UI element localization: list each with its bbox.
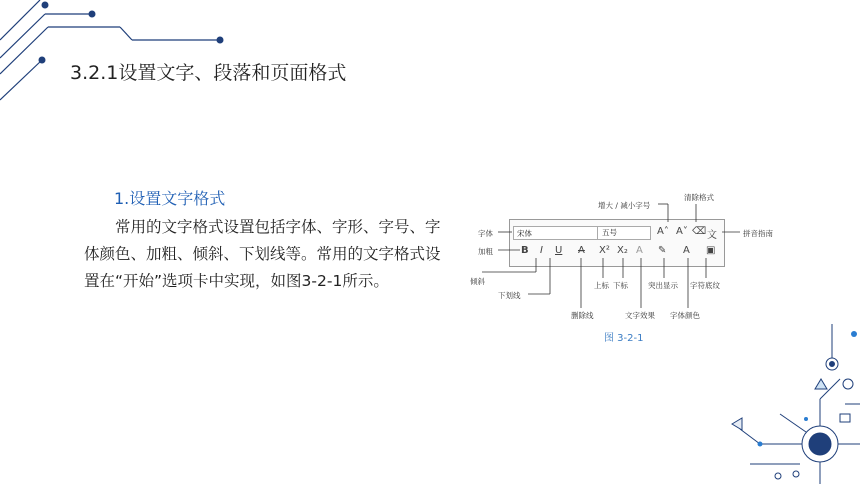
label-text-effect: 文字效果 bbox=[625, 311, 655, 320]
label-italic: 倾斜 bbox=[470, 277, 485, 286]
clear-format-icon: ⌫ bbox=[692, 226, 707, 237]
section-subtitle: 1.设置文字格式 bbox=[114, 189, 226, 208]
underline-icon: U bbox=[555, 245, 563, 256]
label-font-color: 字体颜色 bbox=[670, 311, 700, 320]
label-grow-shrink: 增大 / 减小字号 bbox=[598, 201, 651, 210]
phonetic-guide-icon: 文 bbox=[707, 230, 717, 241]
italic-icon: I bbox=[540, 245, 543, 256]
label-phonetic-guide: 拼音指南 bbox=[743, 229, 773, 238]
text-effect-icon: A bbox=[636, 245, 643, 256]
label-bold: 加粗 bbox=[478, 247, 493, 256]
shrink-font-icon: A˅ bbox=[676, 226, 688, 237]
label-subscript: 下标 bbox=[613, 281, 628, 290]
body-paragraph bbox=[84, 214, 444, 295]
char-shading-icon: ▣ bbox=[706, 245, 716, 256]
label-strikethrough: 删除线 bbox=[571, 311, 594, 320]
figure-caption: 图 3-2-1 bbox=[604, 333, 644, 344]
label-font: 字体 bbox=[478, 229, 493, 238]
superscript-icon: X² bbox=[599, 245, 610, 256]
label-superscript: 上标 bbox=[594, 281, 609, 290]
label-char-shading: 字符底纹 bbox=[690, 281, 720, 290]
bold-icon: B bbox=[521, 245, 529, 256]
font-color-icon: A bbox=[683, 245, 690, 256]
font-size-box: 五号 bbox=[597, 226, 651, 240]
font-name-box: 宋体 bbox=[513, 226, 651, 240]
highlight-icon: ✎ bbox=[658, 245, 667, 256]
label-clear-format: 清除格式 bbox=[684, 193, 714, 202]
circuit-board-decoration bbox=[720, 314, 860, 484]
paragraph-text: 常用的文字格式设置包括字体、字形、字号、字体颜色、加粗、倾斜、下划线等。常用的文字格式设置在“开始”选项卡中实现，如图3-2-1所示。 bbox=[84, 218, 441, 290]
label-underline: 下划线 bbox=[498, 291, 521, 300]
subscript-icon: X₂ bbox=[617, 245, 628, 256]
slide-title: 3.2.1设置文字、段落和页面格式 bbox=[70, 62, 347, 84]
grow-font-icon: A˄ bbox=[657, 226, 669, 237]
strikethrough-icon: A bbox=[578, 245, 585, 256]
corner-circuit-decoration bbox=[0, 0, 240, 110]
label-highlight: 突出显示 bbox=[648, 281, 678, 290]
